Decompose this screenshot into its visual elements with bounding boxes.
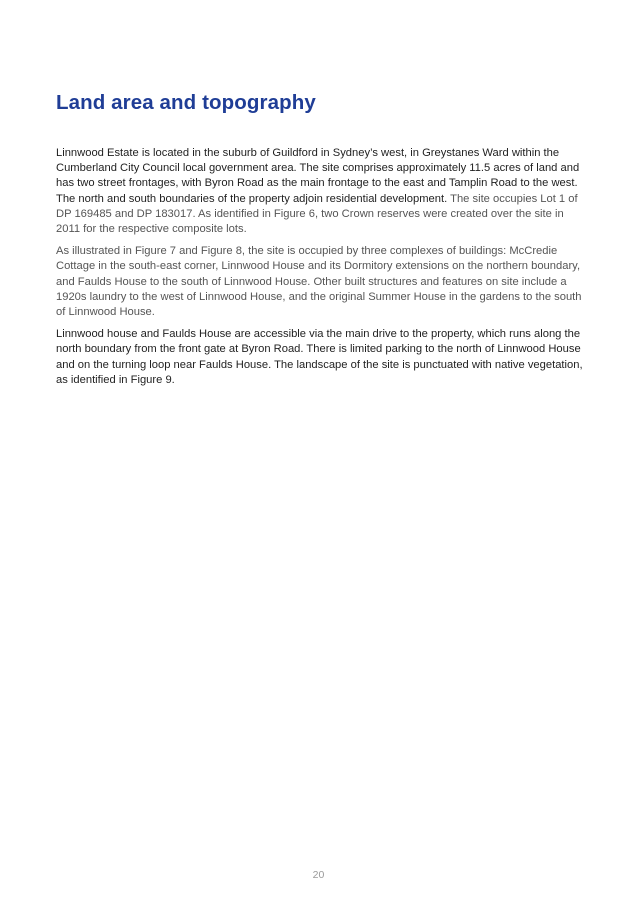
section-heading: Land area and topography [56,91,316,114]
body-text [56,146,584,395]
paragraph-lot-details-text: The site occupies Lot 1 of DP 169485 and DP 183017. As identified in Figure 6, two Crown reserves were created over the site in 2011 for the respective composite lots. [56,192,578,236]
paragraph-access: Linnwood house and Faulds House are accessible via the main drive to the property, which runs along the north boundary from the front gate at Byron Road. There is limited parking to the north of Linnwood House and on the turning loop near Faulds House. The landscape of the site is punctuated with native vegetation, as identified in Figure 9. [56,328,583,386]
paragraph-location [56,146,584,237]
paragraph-location-text: Linnwood Estate is located in the suburb of Guildford in Sydney’s west, in Greystanes Ward within the Cumberland City Council local government area. The site comprises approximately 11.5 acres of land and has two street frontages, with Byron Road as the main frontage to the east and Tamplin Road to the west. The north and south boundaries of the property adjoin residential development. [56,147,580,205]
page-number: 20 [312,869,325,881]
paragraph-buildings: As illustrated in Figure 7 and Figure 8, the site is occupied by three complexes of buildings: McCredie Cottage in the south-east corner, Linnwood House and its Dormitory extensions on the northern boundary, and Faulds House to the south of Linnwood House. Other built structures and features on site include a 1920s laundry to the west of Linnwood House, and the original Summer House in the gardens to the south of Linnwood House. [56,245,582,319]
